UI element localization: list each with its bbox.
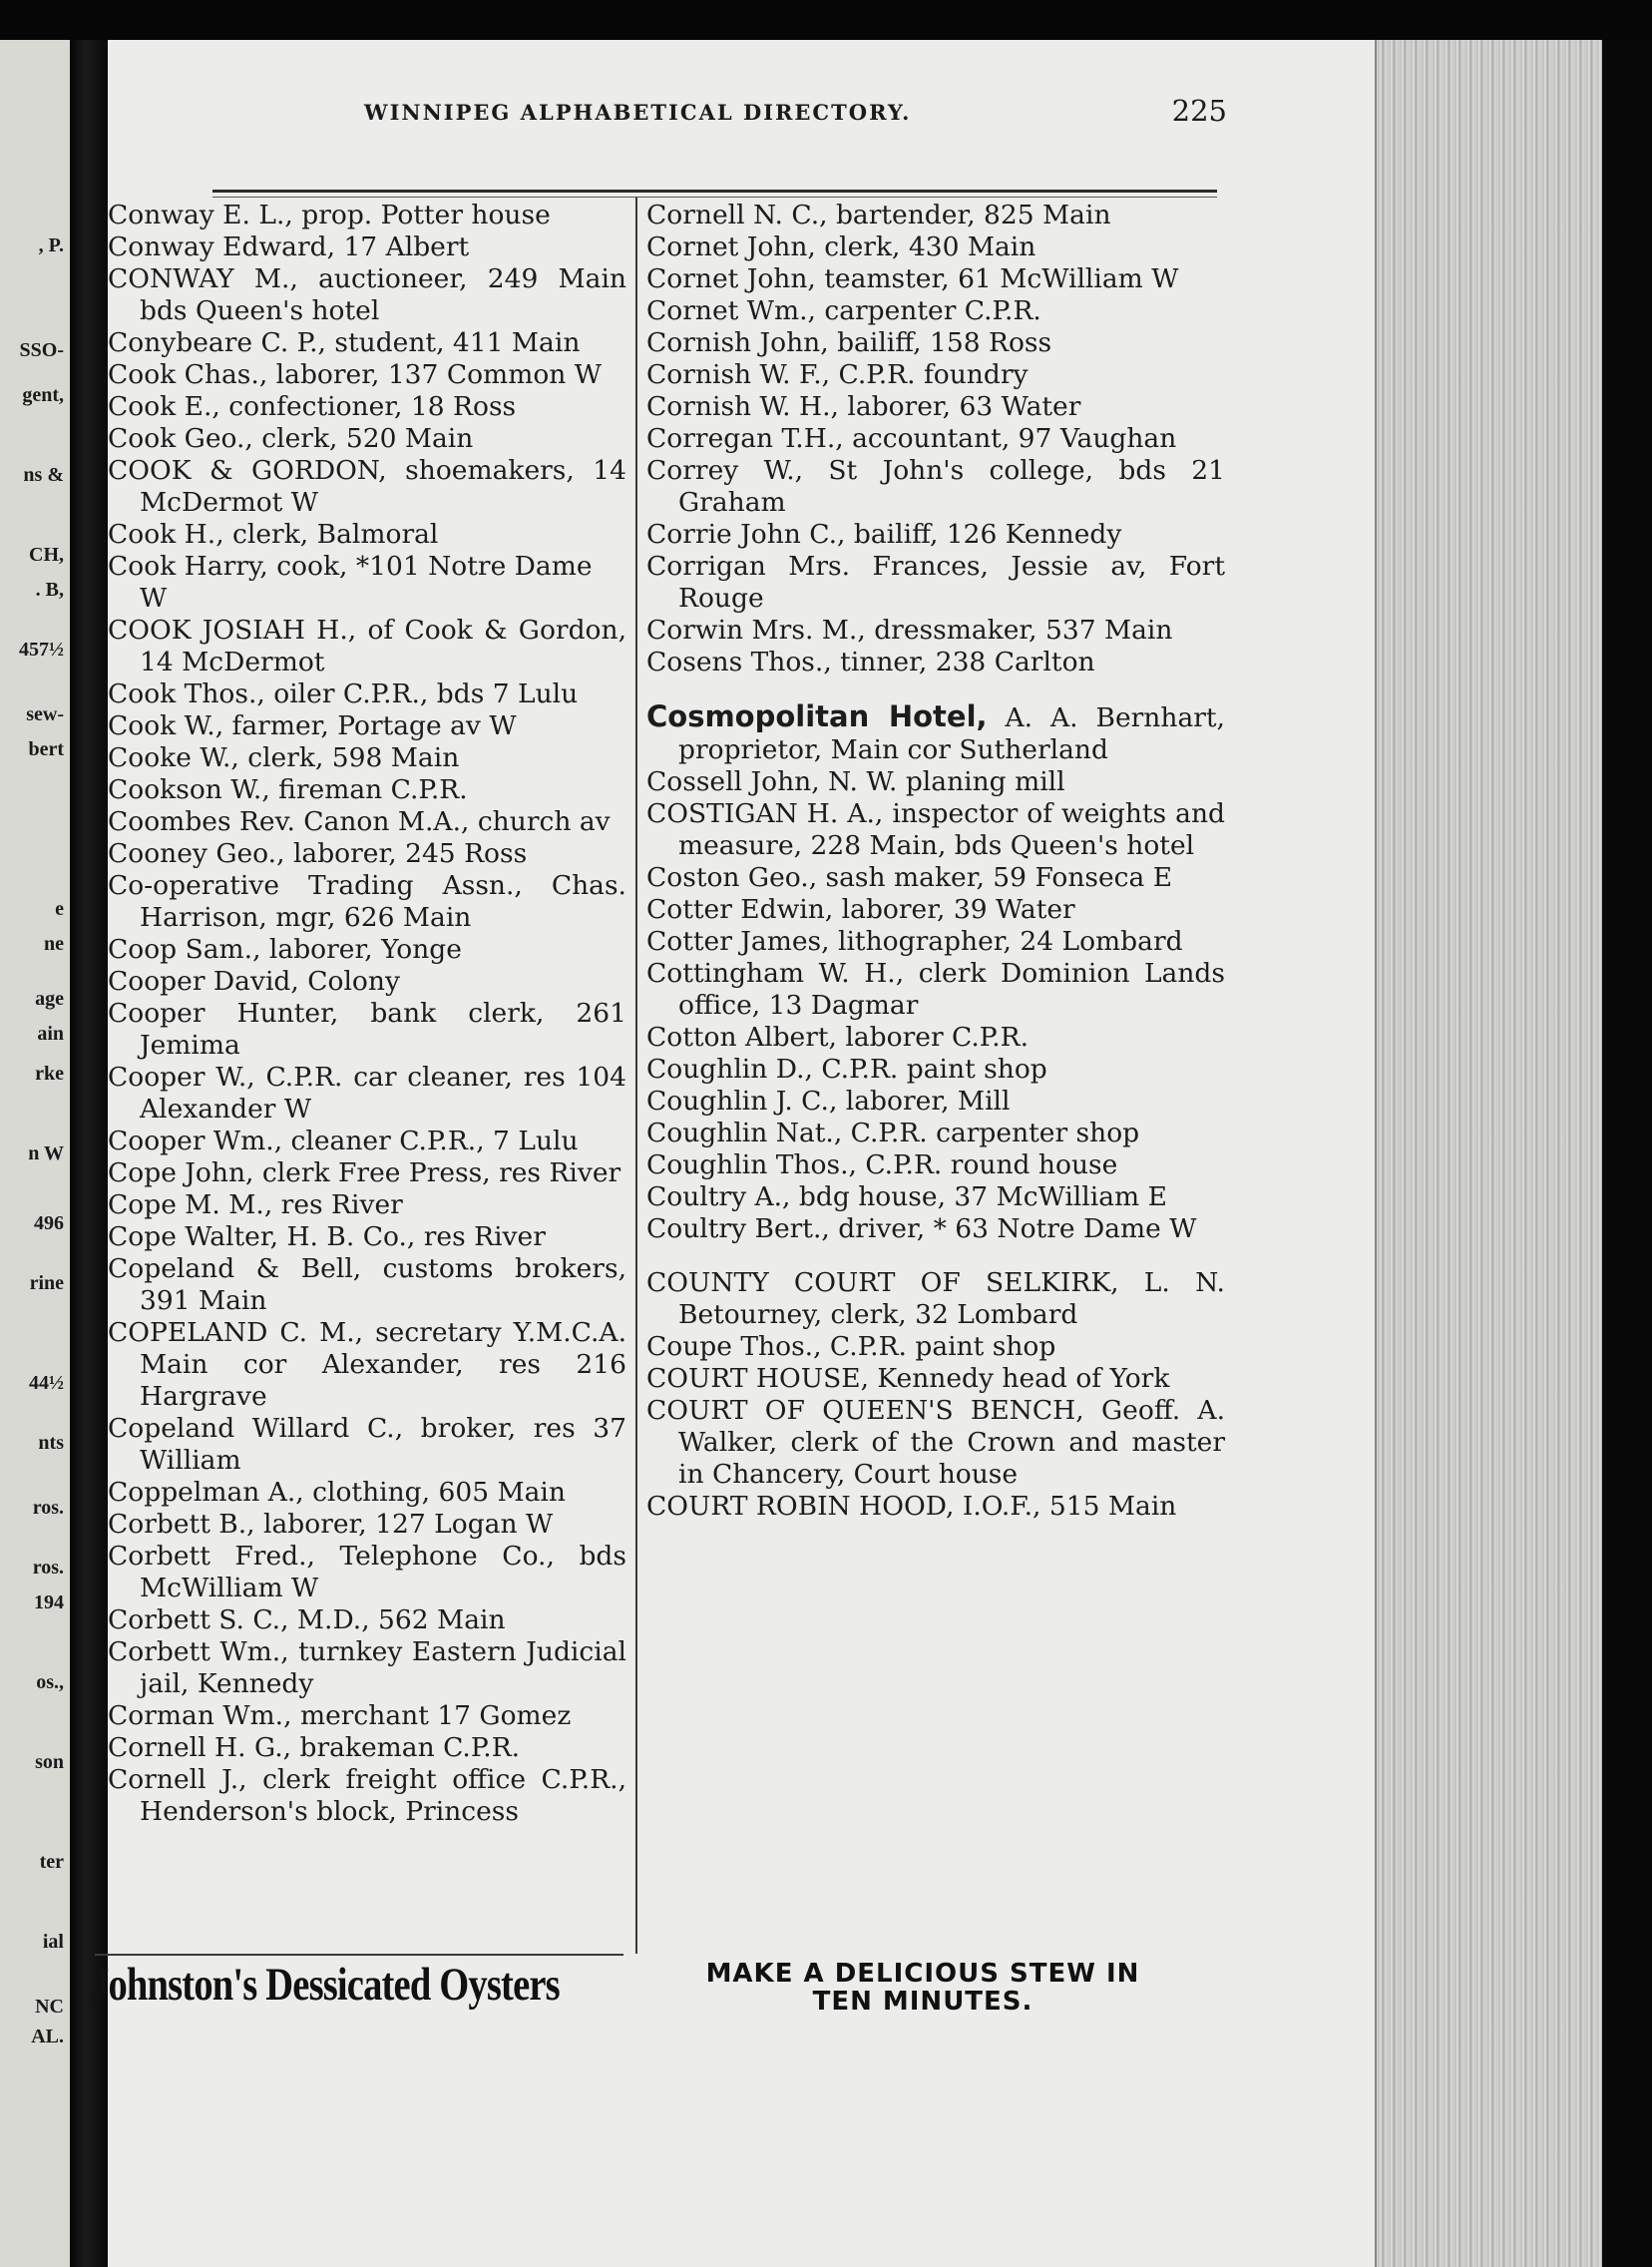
directory-entry: Cotton Albert, laborer C.P.R. (646, 1022, 1030, 1053)
directory-entry: CONWAY M., auctioneer, 249 Main bds Queen's hotel (108, 263, 626, 326)
prev-fragment: SSO- (19, 339, 64, 361)
prev-fragment: CH, (29, 544, 64, 566)
bottom-rule (95, 1954, 623, 1956)
directory-entry: Cossell John, N. W. planing mill (646, 766, 1065, 797)
scan-background-right (1602, 40, 1652, 2267)
directory-entry: Cook Harry, cook, *101 Notre Dame W (108, 551, 593, 614)
prev-fragment: age (35, 988, 64, 1010)
directory-entry: COOK & GORDON, shoemakers, 14 McDermot W (108, 455, 626, 518)
prev-fragment: ter (39, 1851, 64, 1873)
footer-ad-left: Johnston's Dessicated Oysters (90, 1959, 560, 2011)
prev-fragment: AL. (31, 2026, 64, 2047)
directory-entry: COPELAND C. M., secretary Y.M.C.A. Main cor Alexander, res 216 Hargrave (108, 1317, 626, 1412)
prev-fragment: ns & (23, 464, 64, 486)
directory-entry: Cornell J., clerk freight office C.P.R., Henderson's block, Princess (108, 1764, 626, 1827)
directory-entry: Cooper W., C.P.R. car cleaner, res 104 Alexander W (108, 1062, 626, 1125)
prev-fragment: e (55, 898, 64, 920)
prev-fragment: . B, (35, 579, 64, 601)
directory-entry: Coppelman A., clothing, 605 Main (108, 1477, 566, 1508)
directory-entry: COSTIGAN H. A., inspector of weights and measure, 228 Main, bds Queen's hotel (646, 798, 1225, 861)
directory-entry: Cooney Geo., laborer, 245 Ross (108, 838, 528, 869)
directory-entry: Corbett Wm., turnkey Eastern Judicial jail, Kennedy (108, 1636, 626, 1699)
directory-entry: Cooper David, Colony (108, 966, 400, 997)
footer-ad-right (643, 1960, 1202, 2016)
prev-fragment: 496 (34, 1212, 64, 1234)
directory-title: WINNIPEG ALPHABETICAL DIRECTORY. (364, 100, 912, 125)
directory-entry: Cottingham W. H., clerk Dominion Lands office, 13 Dagmar (646, 958, 1225, 1021)
prev-fragment: ros. (32, 1497, 64, 1519)
footer-ad-line: TEN MINUTES. (812, 1987, 1033, 2017)
directory-entry: Cope M. M., res River (108, 1189, 403, 1220)
directory-entry: Cope Walter, H. B. Co., res River (108, 1221, 546, 1252)
hotel-name: Cosmopolitan Hotel, (646, 699, 988, 733)
directory-entry: Cooke W., clerk, 598 Main (108, 742, 460, 773)
prev-fragment: ne (44, 933, 64, 955)
directory-entry: Cook W., farmer, Portage av W (108, 710, 517, 741)
directory-entry: Coughlin Thos., C.P.R. round house (646, 1149, 1118, 1180)
prev-fragment: bert (28, 738, 64, 760)
prev-fragment: ain (37, 1023, 64, 1045)
directory-entry: Cornet John, teamster, 61 McWilliam W (646, 263, 1179, 294)
page-number: 225 (1171, 94, 1227, 128)
directory-entry: Corwin Mrs. M., dressmaker, 537 Main (646, 615, 1173, 646)
prev-fragment: n W (28, 1142, 64, 1164)
directory-entry: COUNTY COURT OF SELKIRK, L. N. Betourney, clerk, 32 Lombard (646, 1267, 1225, 1330)
directory-entry: Conway Edward, 17 Albert (108, 231, 470, 262)
directory-entry: Coston Geo., sash maker, 59 Fonseca E (646, 862, 1173, 893)
directory-entry: Coop Sam., laborer, Yonge (108, 934, 462, 965)
prev-fragment: , P. (38, 234, 64, 256)
directory-entry: Cornell H. G., brakeman C.P.R. (108, 1732, 521, 1763)
page-edges (1375, 40, 1604, 2267)
directory-entry: Cotter Edwin, laborer, 39 Water (646, 894, 1075, 925)
book-gutter (70, 40, 108, 2267)
prev-fragment: os., (36, 1671, 64, 1693)
prev-fragment: 44½ (29, 1372, 64, 1394)
directory-entry: Conway E. L., prop. Potter house (108, 200, 551, 230)
directory-entry: Cookson W., fireman C.P.R. (108, 774, 468, 805)
directory-entry: Corman Wm., merchant 17 Gomez (108, 1700, 572, 1731)
directory-entry: Cornish W. H., laborer, 63 Water (646, 391, 1081, 422)
directory-entry: Coughlin J. C., laborer, Mill (646, 1086, 1011, 1117)
prev-fragment: son (35, 1751, 64, 1773)
directory-entry: Conybeare C. P., student, 411 Main (108, 327, 581, 358)
directory-entry: Cooper Hunter, bank clerk, 261 Jemima (108, 998, 626, 1061)
directory-entry: COURT OF QUEEN'S BENCH, Geoff. A. Walker, clerk of the Crown and master in Chancery, Court house (646, 1395, 1225, 1490)
directory-entry: Cornell N. C., bartender, 825 Main (646, 200, 1111, 230)
prev-fragment: NC (35, 1996, 64, 2018)
directory-entry: COOK JOSIAH H., of Cook & Gordon, 14 McDermot (108, 615, 626, 678)
directory-entry: Cook Thos., oiler C.P.R., bds 7 Lulu (108, 679, 579, 709)
previous-page-margin (0, 40, 78, 2267)
directory-entry: Cope John, clerk Free Press, res River (108, 1157, 621, 1188)
directory-entry: Cook Chas., laborer, 137 Common W (108, 359, 602, 390)
directory-entry: Cornet Wm., carpenter C.P.R. (646, 295, 1041, 326)
directory-entry: Cornish John, bailiff, 158 Ross (646, 327, 1052, 358)
scan-background-top (0, 0, 1652, 40)
directory-entry: Cornet John, clerk, 430 Main (646, 231, 1036, 262)
directory-entry: Corregan T.H., accountant, 97 Vaughan (646, 423, 1177, 454)
directory-entry: Cotter James, lithographer, 24 Lombard (646, 926, 1183, 957)
directory-entry: Cook Geo., clerk, 520 Main (108, 423, 474, 454)
directory-entry: Cornish W. F., C.P.R. foundry (646, 359, 1029, 390)
running-header (249, 90, 1227, 130)
directory-entry: Copeland & Bell, customs brokers, 391 Main (108, 1253, 626, 1316)
directory-entry: Correy W., St John's college, bds 21 Graham (646, 455, 1225, 518)
hotel-details: A. A. Bernhart, proprietor, Main cor Sutherland (678, 702, 1225, 765)
directory-entry: Cooper Wm., cleaner C.P.R., 7 Lulu (108, 1126, 579, 1156)
directory-entry: Coughlin D., C.P.R. paint shop (646, 1054, 1047, 1085)
directory-entry: Cook H., clerk, Balmoral (108, 519, 439, 550)
prev-fragment: nts (38, 1432, 64, 1454)
prev-fragment: rine (29, 1272, 64, 1294)
left-column (108, 200, 626, 1828)
header-rule-thin (212, 197, 1217, 198)
prev-fragment: ros. (32, 1557, 64, 1579)
right-column (646, 200, 1225, 1523)
directory-entry: Copeland Willard C., broker, res 37 William (108, 1413, 626, 1476)
prev-fragment: rke (35, 1063, 64, 1085)
directory-entry: COURT ROBIN HOOD, I.O.F., 515 Main (646, 1491, 1177, 1522)
header-rule (212, 190, 1217, 193)
directory-entry: Cosens Thos., tinner, 238 Carlton (646, 647, 1095, 678)
directory-entry: Co-operative Trading Assn., Chas. Harrison, mgr, 626 Main (108, 870, 626, 933)
directory-entry: Corbett B., laborer, 127 Logan W (108, 1509, 554, 1540)
prev-fragment: 194 (34, 1591, 64, 1613)
prev-fragment: 457½ (19, 639, 64, 661)
hotel-entry (646, 700, 1225, 766)
directory-entry: Coughlin Nat., C.P.R. carpenter shop (646, 1118, 1140, 1148)
directory-entry: Cook E., confectioner, 18 Ross (108, 391, 517, 422)
directory-entry: Coultry A., bdg house, 37 McWilliam E (646, 1181, 1167, 1212)
directory-entry: Corbett Fred., Telephone Co., bds McWilliam W (108, 1541, 626, 1603)
column-divider (635, 198, 637, 1954)
footer-ad-line: MAKE A DELICIOUS STEW IN (705, 1959, 1140, 1989)
directory-entry: Coupe Thos., C.P.R. paint shop (646, 1331, 1056, 1362)
directory-entry: Corbett S. C., M.D., 562 Main (108, 1604, 506, 1635)
directory-entry: Coombes Rev. Canon M.A., church av (108, 806, 611, 837)
prev-fragment: ial (42, 1931, 64, 1953)
directory-entry: Corrie John C., bailiff, 126 Kennedy (646, 519, 1122, 550)
prev-fragment: gent, (22, 384, 64, 406)
directory-entry: Coultry Bert., driver, * 63 Notre Dame W (646, 1213, 1197, 1244)
directory-entry: COURT HOUSE, Kennedy head of York (646, 1363, 1170, 1394)
directory-entry: Corrigan Mrs. Frances, Jessie av, Fort Rouge (646, 551, 1225, 614)
prev-fragment: sew- (26, 703, 64, 725)
